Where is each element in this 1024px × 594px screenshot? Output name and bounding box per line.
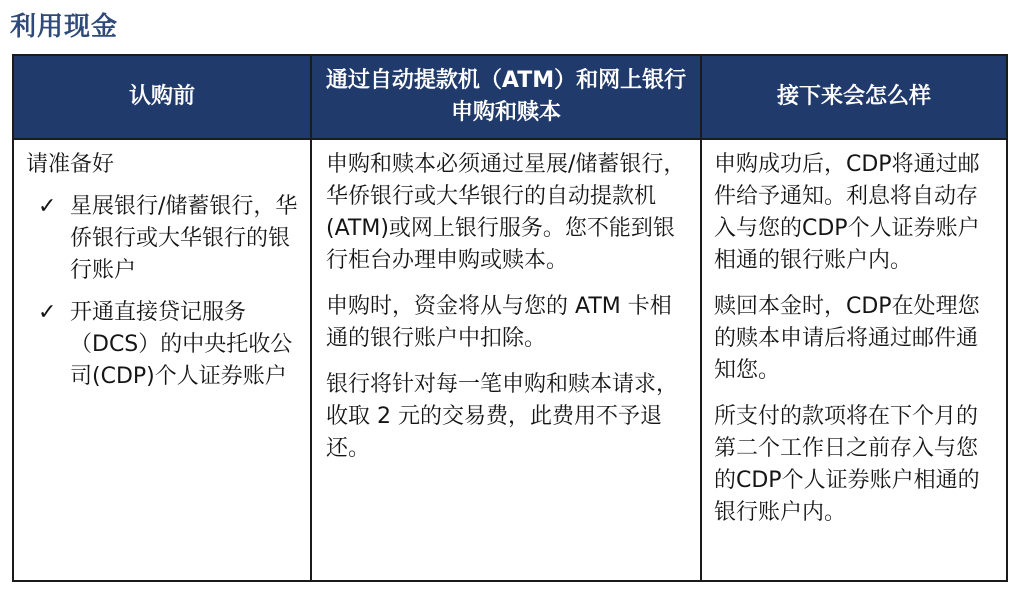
paragraph: 所支付的款项将在下个月的第二个工作日之前存入与您的CDP个人证券账户相通的银行账户内。: [714, 404, 980, 525]
paragraph: 银行将针对每一笔申购和赎本请求，收取 2 元的交易费，此费用不予退还。: [326, 372, 679, 461]
checklist-item: [26, 191, 300, 287]
prepare-intro: 请准备好: [26, 152, 115, 177]
header-cell-before-subscription: 认购前: [128, 84, 195, 109]
header-cell-what-next: 接下来会怎么样: [776, 84, 931, 109]
table-header: [14, 56, 1006, 140]
paragraph: 申购成功后，CDP将通过邮件给予通知。利息将自动存入与您的CDP个人证券账户相通的银行账户内。: [714, 152, 980, 273]
checklist-item-text: 星展银行/储蓄银行，华侨银行或大华银行的银行账户: [70, 194, 298, 283]
checklist-item: [26, 297, 300, 393]
checkmark-icon: ✓: [38, 194, 57, 219]
cell-what-next: [702, 140, 1006, 543]
info-table: [12, 54, 1008, 582]
section-title: 利用现金: [10, 12, 119, 42]
cell-before-subscription: [14, 140, 310, 393]
paragraph: 申购时，资金将从与您的 ATM 卡相通的银行账户中扣除。: [326, 294, 672, 351]
paragraph: 赎回本金时，CDP在处理您的赎本申请后将通过邮件通知您。: [714, 294, 980, 383]
checkmark-icon: ✓: [38, 300, 57, 325]
checklist-item-text: 开通直接贷记服务（DCS）的中央托收公司(CDP)个人证券账户: [70, 300, 293, 389]
header-cell-atm-online: 通过自动提款机（ATM）和网上银行申购和赎本: [325, 68, 687, 125]
cell-atm-online: [312, 140, 700, 479]
paragraph: 申购和赎本必须通过星展/储蓄银行，华侨银行或大华银行的自动提款机(ATM)或网上银行服务。您不能到银行柜台办理申购或赎本。: [326, 152, 686, 273]
